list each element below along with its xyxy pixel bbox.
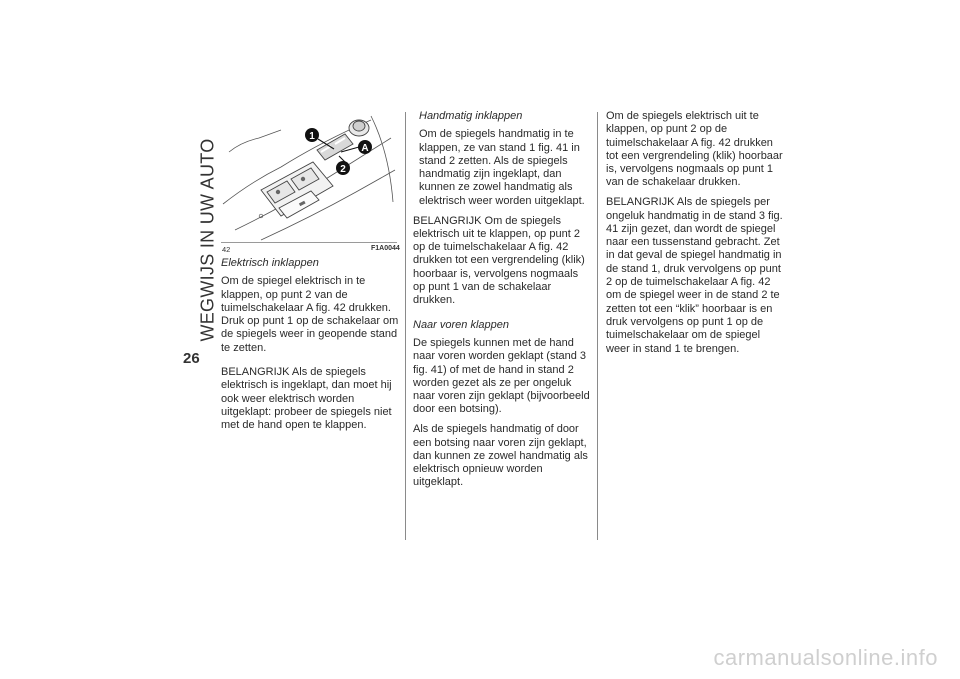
page-number: 26 xyxy=(183,350,200,367)
callout-a xyxy=(358,140,372,154)
paragraph-important: BELANGRIJK Als de spiegels per ongeluk handmatig in de stand 3 fig. 41 zijn gezet, dan wordt de spiegel naar een tussenstand gebracht. Zet in dat geval de spiegel handmatig in de stand 1, druk vervolgens op punt 2 op de tuimelschakelaar A fig. 42 om de spiegel weer in de stand 2 te zetten tot een “klik” hoorbaar is en druk vervolgens op punt 1 op de tuimelschakelaar om de spiegel weer in stand 1 te brengen. xyxy=(606,196,783,355)
callout-2 xyxy=(336,161,350,175)
column-divider-1 xyxy=(405,112,406,540)
text-column-3 xyxy=(606,110,784,362)
figure-number: 42 xyxy=(222,245,231,254)
svg-text:2: 2 xyxy=(340,164,346,175)
callout-1 xyxy=(305,128,319,142)
heading-handmatig-inklappen: Handmatig inklappen xyxy=(419,110,523,122)
text-column-2 xyxy=(413,110,591,496)
paragraph: Als de spiegels handmatig of door een botsing naar voren zijn geklapt, dan kunnen ze zowel handmatig als elektrisch opnieuw worden uitgeklapt. xyxy=(413,423,588,489)
figure-door-switch-panel xyxy=(221,112,397,243)
paragraph: Om de spiegel elektrisch in te klappen, op punt 2 van de tuimelschakelaar A fig. 42 drukken. Druk op punt 1 op de schakelaar om de spiegels weer in geopende stand te zetten. xyxy=(221,275,399,354)
switch-panel-illustration xyxy=(221,112,397,242)
chapter-side-title: WEGWIJS IN UW AUTO xyxy=(197,138,218,342)
paragraph-important: BELANGRIJK Om de spiegels elektrisch uit te klappen, op punt 2 op de tuimelschakelaar A fig. 42 drukken tot een vergrendeling (klik) hoorbaar is, vervolgens nogmaals op punt 1 van de schakelaar drukken. xyxy=(413,214,585,307)
paragraph: De spiegels kunnen met de hand naar voren worden geklapt (stand 3 fig. 41) of met de hand in stand 2 worden gezet als ze per ongeluk naar voren zijn geklapt (bijvoorbeeld door een botsing). xyxy=(413,336,590,416)
svg-text:A: A xyxy=(361,143,369,154)
paragraph: Om de spiegels elektrisch uit te klappen, op punt 2 op de tuimelschakelaar A fig. 42 drukken tot een vergrendeling (klik) hoorbaar is, vervolgens nogmaals op punt 1 van de schakelaar drukken. xyxy=(606,110,783,189)
paragraph-important: BELANGRIJK Als de spiegels elektrisch is ingeklapt, dan moet hij ook weer elektrisch worden uitgeklapt: probeer de spiegels niet met de hand open te klappen. xyxy=(221,366,392,432)
column-divider-2 xyxy=(597,112,598,540)
paragraph: Om de spiegels handmatig in te klappen, ze van stand 1 fig. 41 in stand 2 zetten. Als de spiegels handmatig zijn ingeklapt, dan kunnen ze zowel handmatig als elektrisch weer worden uitgeklapt. xyxy=(419,128,585,207)
heading-naar-voren-klappen: Naar voren klappen xyxy=(413,318,510,331)
heading-elektrisch-inklappen: Elektrisch inklappen xyxy=(221,257,319,269)
figure-code: F1A0044 xyxy=(371,245,400,252)
watermark: carmanualsonline.info xyxy=(713,645,938,670)
svg-text:1: 1 xyxy=(309,131,315,142)
text-column-1 xyxy=(221,257,399,439)
